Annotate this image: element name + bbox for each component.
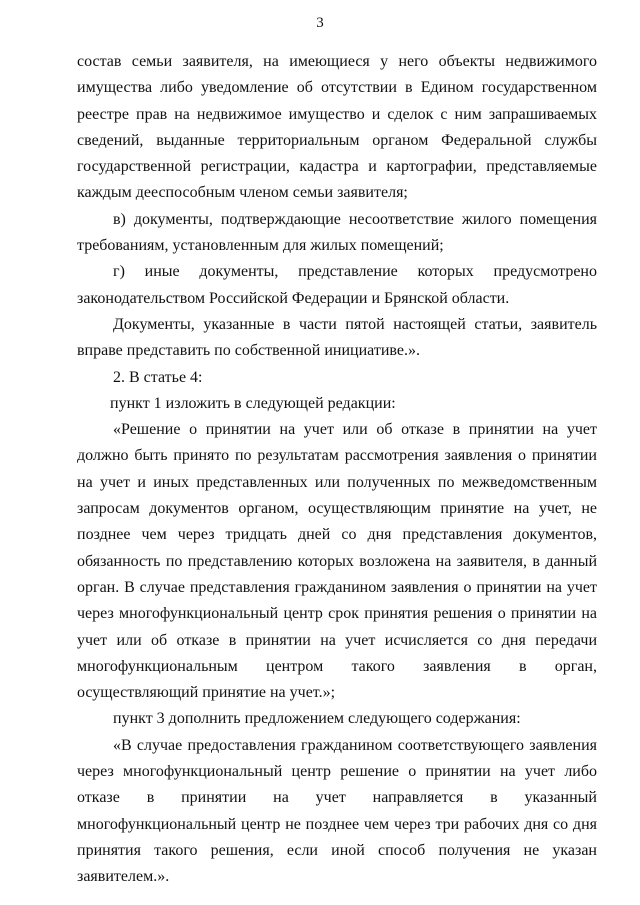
paragraph-point-1-text: «Решение о принятии на учет или об отказе в принятии на учет должно быть принято по результатам рассмотрения заявления о принятии на учет и иных представленных или полученных по межведомственным запросам документов органом, осуществляющим принятие на учет, не позднее чем через тридцать дней со дня представления документов, обязанность по представлению которых возложена на заявителя, в данный орган. В случае представления гражданином заявления о принятии на учет через многофункциональный центр срок принятия решения о принятии на учет или об отказе в принятии на учет исчисляется со дня передачи многофункциональным центром такого заявления в орган, осуществляющий принятие на учет.»; bbox=[77, 421, 597, 702]
paragraph-family-documents: состав семьи заявителя, на имеющиеся у него объекты недвижимого имущества либо уведомление об отсутствии в Едином государственном реестре прав на недвижимое имущество и сделок с ним запрашиваемых сведений, выданные территориальным органом Федеральной службы государственной регистрации, кадастра и картографии, представляемые каждым дееспособным членом семьи заявителя; bbox=[77, 53, 597, 202]
paragraph-article-4: 2. В статье 4: bbox=[113, 368, 203, 386]
paragraph-item-v: в) документы, подтверждающие несоответствие жилого помещения требованиям, установленным для жилых помещений; bbox=[77, 210, 597, 255]
paragraph-own-initiative: Документы, указанные в части пятой настоящей статьи, заявитель вправе представить по собственной инициативе.». bbox=[77, 315, 597, 360]
paragraph-item-g: г) иные документы, представление которых предусмотрено bbox=[113, 263, 597, 281]
document-body bbox=[77, 49, 597, 891]
paragraph-point-3-text: «В случае предоставления гражданином соответствующего заявления через многофункциональный центр решение о принятии на учет либо отказе в принятии на учет направляется в указанный многофункциональный центр не позднее чем через три рабочих дня со дня принятия такого решения, если иной способ получения не указан заявителем.». bbox=[77, 736, 597, 886]
paragraph-point-1-intro: пункт 1 изложить в следующей редакции: bbox=[110, 394, 396, 412]
page-number: 3 bbox=[316, 15, 324, 31]
paragraph-item-g-continued: законодательством Российской Федерации и Брянской области. bbox=[77, 289, 510, 307]
paragraph-point-3-intro: пункт 3 дополнить предложением следующего содержания: bbox=[113, 710, 521, 728]
